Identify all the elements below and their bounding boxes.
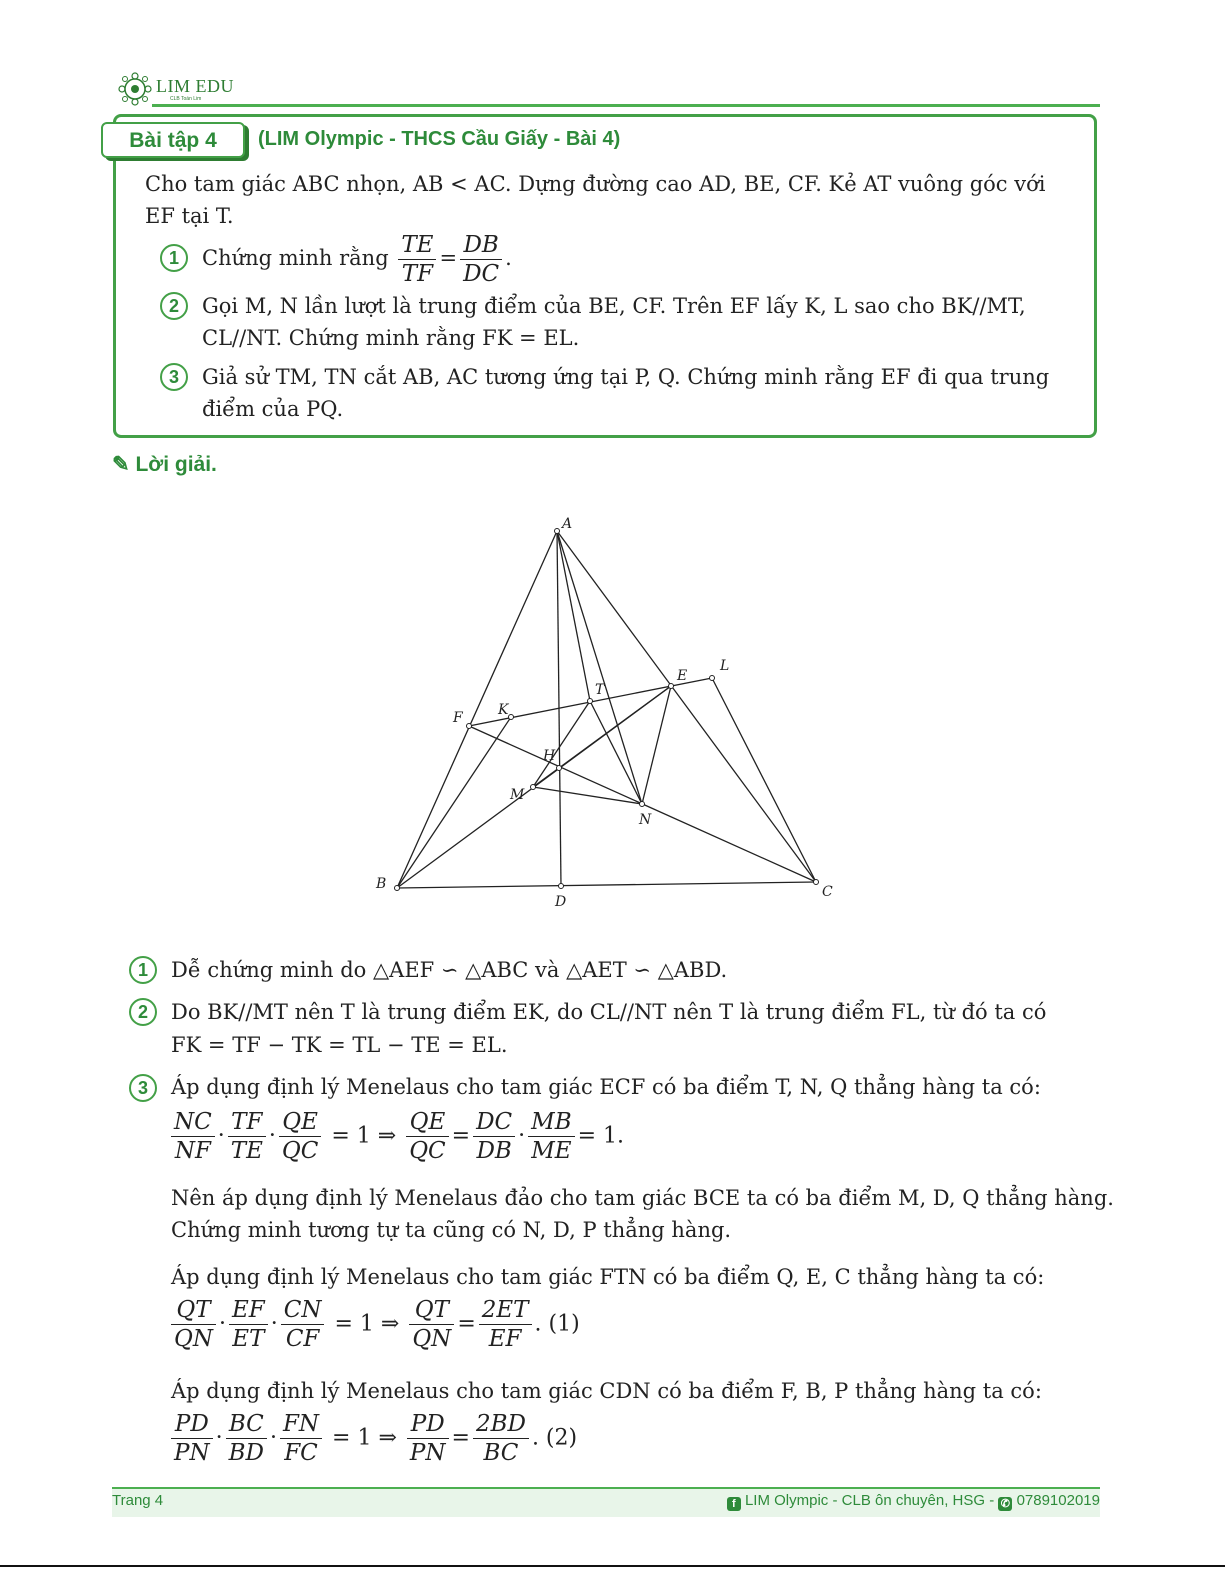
label-E: E xyxy=(677,668,688,684)
problem-item-3-line2: điểm của PQ. xyxy=(202,397,344,421)
label-H: H xyxy=(543,748,556,764)
problem-source: (LIM Olympic - THCS Cầu Giấy - Bài 4) xyxy=(258,128,621,150)
equation-2: $\frac{QT}{QN}$ · $\frac{EF}{ET}$ · $\frac{CN}{CF}$ = 1 ⇒ $\frac{QT}{QN}$ = $\frac{2ET}{EF}$ . (1) xyxy=(168,1296,580,1353)
solution-title xyxy=(112,452,217,477)
problem-intro-line1: Cho tam giác ABC nhọn, AB < AC. Dựng đường cao AD, BE, CF. Kẻ AT vuông góc với xyxy=(145,172,1046,196)
label-N: N xyxy=(639,812,652,828)
solution-item-3-line2: Nên áp dụng định lý Menelaus đảo cho tam giác BCE ta có ba điểm M, D, Q thẳng hàng. xyxy=(171,1186,1114,1210)
label-T: T xyxy=(595,682,605,698)
fraction: $\frac{FN}{FC}$ xyxy=(280,1410,322,1467)
equation-1: $\frac{NC}{NF}$ · $\frac{TF}{TE}$ · $\frac{QE}{QC}$ = 1 ⇒ $\frac{QE}{QC}$ = $\frac{DC}{DB}$ · $\frac{MB}{ME}$ = 1. xyxy=(168,1108,624,1165)
phone-icon: ✆ xyxy=(998,1497,1012,1511)
item1-text: Chứng minh rằng xyxy=(202,246,389,270)
solution-item-2-line2: FK = TF − TK = TL − TE = EL. xyxy=(171,1033,508,1057)
item-number-1: 1 xyxy=(160,244,188,272)
item-number-2: 2 xyxy=(160,292,188,320)
solution-item-3-line5: Áp dụng định lý Menelaus cho tam giác CDN có ba điểm F, B, P thẳng hàng ta có: xyxy=(171,1379,1042,1403)
fraction: $\frac{PD}{PN}$ xyxy=(171,1410,213,1467)
label-L: L xyxy=(720,658,730,674)
solution-item-3-line4: Áp dụng định lý Menelaus cho tam giác FTN có ba điểm Q, E, C thẳng hàng ta có: xyxy=(171,1265,1045,1289)
fraction: $\frac{MB}{ME}$ xyxy=(528,1108,574,1165)
item-number-3: 3 xyxy=(160,363,188,391)
fraction: $\frac{DC}{DB}$ xyxy=(473,1108,515,1165)
edit-icon: ✎ xyxy=(112,453,130,476)
bottom-rule xyxy=(0,1565,1225,1567)
header-divider xyxy=(152,104,1100,107)
solution-number-3: 3 xyxy=(129,1074,157,1102)
label-K: K xyxy=(498,702,509,718)
fraction: $\frac{QE}{QC}$ xyxy=(406,1108,448,1165)
solution-title-text: Lời giải. xyxy=(135,453,217,476)
problem-item-3-line1: Giả sử TM, TN cắt AB, AC tương ứng tại P, Q. Chứng minh rằng EF đi qua trung xyxy=(202,365,1050,389)
problem-item-1: Chứng minh rằng $\frac{TE}{TF}$ = $\frac{DB}{DC}$ . xyxy=(202,232,512,287)
brand-name: LIM EDU xyxy=(156,76,234,96)
geometry-figure xyxy=(360,510,840,910)
fraction: $\frac{2ET}{EF}$ xyxy=(479,1296,532,1353)
fraction: $\frac{QT}{QN}$ xyxy=(409,1296,454,1353)
footer-phone: 0789102019 xyxy=(1016,1492,1100,1509)
fraction: $\frac{DB}{DC}$ xyxy=(460,231,502,288)
fraction: $\frac{TE}{TF}$ xyxy=(398,231,436,288)
label-F: F xyxy=(453,710,463,726)
label-A: A xyxy=(562,516,573,532)
fraction: $\frac{QE}{QC}$ xyxy=(279,1108,321,1165)
label-D: D xyxy=(555,894,567,910)
problem-intro-line2: EF tại T. xyxy=(145,204,234,228)
page-number: Trang 4 xyxy=(112,1492,164,1509)
solution-item-2-line1: Do BK//MT nên T là trung điểm EK, do CL//NT nên T là trung điểm FL, từ đó ta có xyxy=(171,1000,1047,1024)
label-M: M xyxy=(510,787,525,803)
problem-item-2-line1: Gọi M, N lần lượt là trung điểm của BE, CF. Trên EF lấy K, L sao cho BK//MT, xyxy=(202,294,1026,318)
equation-3: $\frac{PD}{PN}$ · $\frac{BC}{BD}$ · $\frac{FN}{FC}$ = 1 ⇒ $\frac{PD}{PN}$ = $\frac{2BD}{BC}$ . (2) xyxy=(168,1410,577,1467)
fraction: $\frac{NC}{NF}$ xyxy=(171,1108,215,1165)
fraction: $\frac{QT}{QN}$ xyxy=(171,1296,216,1353)
solution-item-3-line3: Chứng minh tương tự ta cũng có N, D, P thẳng hàng. xyxy=(171,1218,732,1242)
solution-number-1: 1 xyxy=(129,956,157,984)
label-B: B xyxy=(376,876,387,892)
fraction: $\frac{EF}{ET}$ xyxy=(229,1296,268,1353)
brand-subtitle: CLB Toán Lim xyxy=(170,96,202,102)
fraction: $\frac{PD}{PN}$ xyxy=(407,1410,449,1467)
footer-text: LIM Olympic - CLB ôn chuyên, HSG - xyxy=(744,1492,995,1509)
solution-item-1: Dễ chứng minh do △AEF ∽ △ABC và △AET ∽ △ABD. xyxy=(171,958,728,982)
fraction: $\frac{BC}{BD}$ xyxy=(226,1410,267,1467)
facebook-icon: f xyxy=(727,1497,741,1511)
label-C: C xyxy=(822,884,833,900)
solution-number-2: 2 xyxy=(129,998,157,1026)
problem-tag: Bài tập 4 xyxy=(101,122,245,158)
problem-item-2-line2: CL//NT. Chứng minh rằng FK = EL. xyxy=(202,326,580,350)
fraction: $\frac{CN}{CF}$ xyxy=(281,1296,325,1353)
solution-item-3-line1: Áp dụng định lý Menelaus cho tam giác ECF có ba điểm T, N, Q thẳng hàng ta có: xyxy=(171,1075,1041,1099)
fraction: $\frac{2BD}{BC}$ xyxy=(473,1410,529,1467)
footer-contact xyxy=(727,1492,1100,1511)
fraction: $\frac{TF}{TE}$ xyxy=(228,1108,266,1165)
page-header xyxy=(112,68,1100,108)
logo-icon xyxy=(116,70,154,108)
